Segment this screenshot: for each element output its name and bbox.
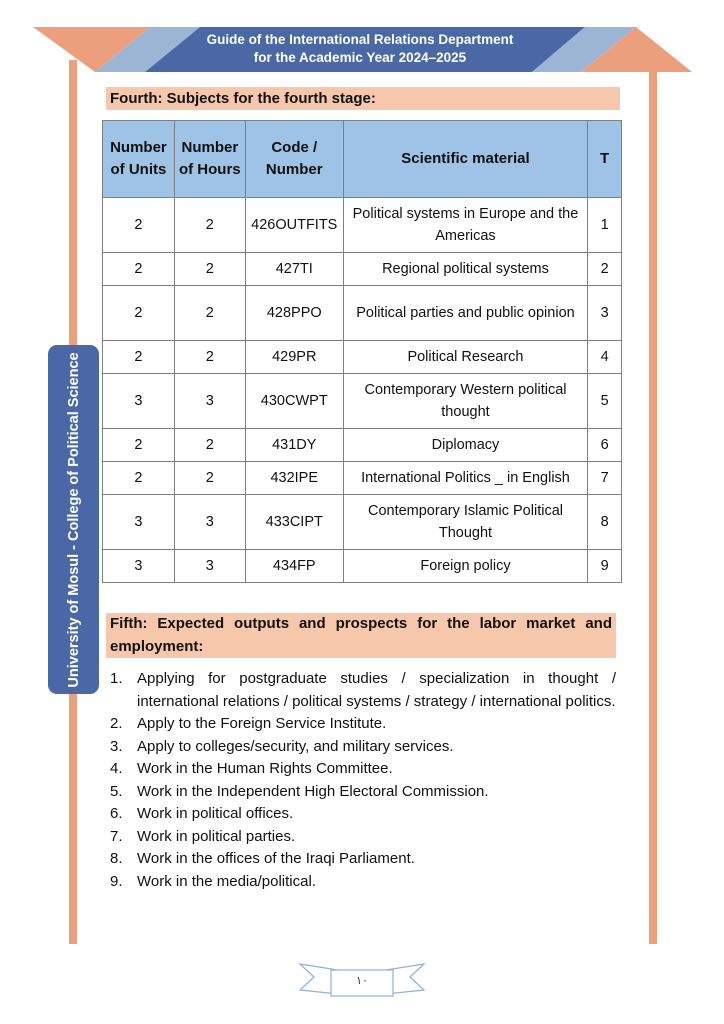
cell-code: 428PPO <box>245 286 343 341</box>
section-fourth-heading-text: Fourth: Subjects for the fourth stage: <box>110 90 376 107</box>
outputs-list <box>108 668 616 893</box>
cell-hours: 2 <box>174 462 245 495</box>
cell-units: 2 <box>103 462 175 495</box>
cell-t: 6 <box>588 429 622 462</box>
cell-t: 2 <box>588 253 622 286</box>
cell-units: 2 <box>103 341 175 374</box>
cell-hours: 3 <box>174 374 245 429</box>
cell-units: 2 <box>103 286 175 341</box>
table-row <box>103 286 622 341</box>
list-item: 4. Work in the Human Rights Committee. <box>110 760 393 777</box>
header-title-line1: Guide of the International Relations Department <box>206 32 514 47</box>
cell-hours: 2 <box>174 429 245 462</box>
table-header-row <box>103 121 622 198</box>
cell-units: 2 <box>103 198 175 253</box>
cell-material: Foreign policy <box>343 550 588 583</box>
table-row <box>103 374 622 429</box>
col-header-t: T <box>588 121 622 198</box>
list-item: 6. Work in political offices. <box>110 805 294 822</box>
cell-t: 9 <box>588 550 622 583</box>
cell-code: 431DY <box>245 429 343 462</box>
cell-material: Diplomacy <box>343 429 588 462</box>
list-item: 2. Apply to the Foreign Service Institute. <box>110 715 387 732</box>
cell-code: 432IPE <box>245 462 343 495</box>
list-item: 8. Work in the offices of the Iraqi Parliament. <box>110 850 415 867</box>
subjects-table <box>102 120 622 583</box>
section-fourth-heading <box>106 87 620 110</box>
col-header-units: Number of Units <box>103 121 175 198</box>
cell-t: 8 <box>588 495 622 550</box>
cell-t: 3 <box>588 286 622 341</box>
table-row <box>103 198 622 253</box>
table-row <box>103 550 622 583</box>
cell-material: Political systems in Europe and the Americas <box>343 198 588 253</box>
cell-code: 434FP <box>245 550 343 583</box>
header-title <box>150 31 570 67</box>
table-row <box>103 253 622 286</box>
cell-t: 4 <box>588 341 622 374</box>
cell-hours: 2 <box>174 286 245 341</box>
cell-code: 430CWPT <box>245 374 343 429</box>
cell-code: 426OUTFITS <box>245 198 343 253</box>
side-label-badge <box>48 345 99 694</box>
cell-hours: 3 <box>174 550 245 583</box>
cell-material: Contemporary Western political thought <box>343 374 588 429</box>
cell-material: International Politics _ in English <box>343 462 588 495</box>
cell-hours: 3 <box>174 495 245 550</box>
col-header-hours: Number of Hours <box>174 121 245 198</box>
col-header-material: Scientific material <box>343 121 588 198</box>
col-header-code: Code / Number <box>245 121 343 198</box>
cell-hours: 2 <box>174 253 245 286</box>
header-title-line2: for the Academic Year 2024–2025 <box>253 50 467 65</box>
list-item: 3. Apply to colleges/security, and military services. <box>110 737 454 755</box>
section-fifth-heading-text: Fifth: Expected outputs and prospects for the labor market and employment: <box>110 615 612 655</box>
cell-hours: 2 <box>174 198 245 253</box>
cell-material: Political Research <box>343 341 588 374</box>
list-item: 1. Applying for postgraduate studies / specialization in thought / international relations / political systems / strategy / international politics. <box>110 670 616 710</box>
cell-material: Contemporary Islamic Political Thought <box>343 495 588 550</box>
cell-units: 3 <box>103 550 175 583</box>
cell-units: 3 <box>103 374 175 429</box>
list-item: 9. Work in the media/political. <box>110 872 316 890</box>
cell-material: Political parties and public opinion <box>343 286 588 341</box>
cell-t: 5 <box>588 374 622 429</box>
table-row <box>103 429 622 462</box>
cell-hours: 2 <box>174 341 245 374</box>
side-label-text: University of Mosul - College of Political Science <box>65 351 82 688</box>
list-item: 5. Work in the Independent High Electoral Commission. <box>110 782 489 800</box>
cell-t: 1 <box>588 198 622 253</box>
list-item: 7. Work in political parties. <box>110 827 296 845</box>
cell-units: 3 <box>103 495 175 550</box>
cell-material: Regional political systems <box>343 253 588 286</box>
cell-code: 433CIPT <box>245 495 343 550</box>
cell-units: 2 <box>103 429 175 462</box>
page-number: ١٠ <box>356 975 368 987</box>
cell-code: 427TI <box>245 253 343 286</box>
right-pillar <box>649 72 657 944</box>
table-row <box>103 341 622 374</box>
cell-t: 7 <box>588 462 622 495</box>
cell-code: 429PR <box>245 341 343 374</box>
table-row <box>103 462 622 495</box>
table-row <box>103 495 622 550</box>
section-fifth-heading <box>106 613 616 658</box>
cell-units: 2 <box>103 253 175 286</box>
